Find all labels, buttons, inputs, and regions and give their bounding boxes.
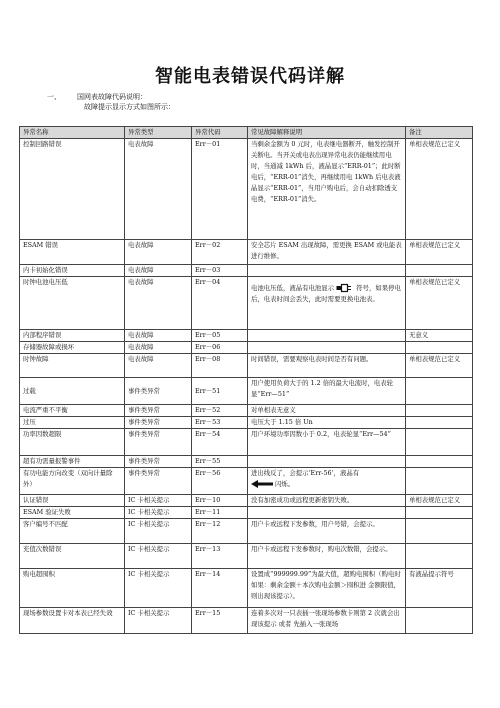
row-type: 电表故障 bbox=[125, 330, 192, 342]
row-description bbox=[248, 507, 406, 519]
row-type: 电表故障 bbox=[125, 354, 192, 378]
row-description: 电压大于 1.15 倍 Un bbox=[248, 417, 406, 429]
row-name: 充值次数错误 bbox=[20, 544, 125, 569]
row-name: 客户编号不匹配 bbox=[20, 519, 125, 544]
table-row bbox=[20, 417, 473, 429]
row-note: 单相表规范已定义 bbox=[406, 139, 473, 240]
row-code: Err－54 bbox=[192, 429, 248, 456]
row-description bbox=[248, 265, 406, 277]
row-name: 功率因数超限 bbox=[20, 429, 125, 456]
row-code: Err－12 bbox=[192, 519, 248, 544]
row-description-part1: 进出线反了，会提示‘Err-56’，液晶有 bbox=[251, 469, 360, 477]
row-code: Err－55 bbox=[192, 456, 248, 468]
row-code: Err－56 bbox=[192, 468, 248, 495]
row-type: 电表故障 bbox=[125, 342, 192, 354]
table-row bbox=[20, 354, 473, 378]
row-type: 事件类异常 bbox=[125, 417, 192, 429]
row-type: 电表故障 bbox=[125, 265, 192, 277]
row-code: Err－52 bbox=[192, 405, 248, 417]
table-row bbox=[20, 378, 473, 405]
table-row bbox=[20, 139, 473, 240]
row-name: 过压 bbox=[20, 417, 125, 429]
header-code: 异常代码 bbox=[192, 127, 248, 139]
table-row bbox=[20, 495, 473, 507]
row-note bbox=[406, 507, 473, 519]
row-code: Err－13 bbox=[192, 544, 248, 569]
row-note bbox=[406, 405, 473, 417]
table-row bbox=[20, 240, 473, 265]
row-note bbox=[406, 342, 473, 354]
table-row bbox=[20, 507, 473, 519]
row-note: 单相表规范已定义 bbox=[406, 277, 473, 330]
table-row bbox=[20, 544, 473, 569]
arrow-left-icon bbox=[251, 480, 273, 488]
row-code: Err－53 bbox=[192, 417, 248, 429]
table-row bbox=[20, 277, 473, 330]
row-description: 连着多次对一只表插一张现场参数卡则第 2 次就会出现该提示 或者 先插入一张现场 bbox=[248, 608, 406, 634]
table-row bbox=[20, 342, 473, 354]
row-name: 控制回路错误 bbox=[20, 139, 125, 240]
row-description bbox=[248, 330, 406, 342]
section-note: 故障提示显示方式如图所示： bbox=[84, 103, 175, 111]
table-row bbox=[20, 569, 473, 608]
table-row bbox=[20, 429, 473, 456]
row-description bbox=[248, 456, 406, 468]
row-note: 有液晶提示符号 bbox=[406, 569, 473, 608]
row-description-part2: 闪烁。 bbox=[275, 480, 295, 488]
row-note bbox=[406, 265, 473, 277]
row-description-part1: 电池电压低，液晶有电池显示 bbox=[251, 284, 335, 292]
row-note bbox=[406, 544, 473, 569]
row-name: 内卡初始化错误 bbox=[20, 265, 125, 277]
row-name: 过载 bbox=[20, 378, 125, 405]
row-code: Err－05 bbox=[192, 330, 248, 342]
row-note bbox=[406, 456, 473, 468]
row-type: 电表故障 bbox=[125, 240, 192, 265]
row-note bbox=[406, 468, 473, 495]
row-note bbox=[406, 519, 473, 544]
row-name: 现场参数设置卡对本表已经失效 bbox=[20, 608, 125, 634]
row-note: 无意义 bbox=[406, 330, 473, 342]
row-code: Err－08 bbox=[192, 354, 248, 378]
row-code: Err－01 bbox=[192, 139, 248, 240]
row-code: Err－06 bbox=[192, 342, 248, 354]
table-row bbox=[20, 608, 473, 634]
row-description: 安全芯片 ESAM 出现故障，需更换 ESAM 或电能表进行维修。 bbox=[248, 240, 406, 265]
row-type: 事件类异常 bbox=[125, 429, 192, 456]
row-type: IC 卡相关提示 bbox=[125, 507, 192, 519]
row-note bbox=[406, 417, 473, 429]
row-name: 时钟电池电压低 bbox=[20, 277, 125, 330]
section-heading bbox=[47, 92, 147, 102]
row-type: IC 卡相关提示 bbox=[125, 495, 192, 507]
row-name: 存储器故障或损坏 bbox=[20, 342, 125, 354]
table-row bbox=[20, 405, 473, 417]
row-name: 购电超囤积 bbox=[20, 569, 125, 608]
table-row bbox=[20, 519, 473, 544]
row-note bbox=[406, 608, 473, 634]
row-description: 没有加密成功或远程更新密钥失败。 bbox=[248, 495, 406, 507]
row-description: 用户使用负荷大于的 1.2 倍的最大电流时，电表轮显“Err—51” bbox=[248, 378, 406, 405]
row-code: Err－03 bbox=[192, 265, 248, 277]
header-note: 备注 bbox=[406, 127, 473, 139]
row-name: 超有功需量报警事件 bbox=[20, 456, 125, 468]
row-type: 电表故障 bbox=[125, 277, 192, 330]
row-note: 单相表规范已定义 bbox=[406, 240, 473, 265]
row-type: IC 卡相关提示 bbox=[125, 519, 192, 544]
row-name: ESAM 错误 bbox=[20, 240, 125, 265]
row-name: 内部程序错误 bbox=[20, 330, 125, 342]
row-description bbox=[248, 468, 406, 495]
row-type: 事件类异常 bbox=[125, 405, 192, 417]
page-title: 智能电表错误代码详解 bbox=[155, 66, 345, 87]
row-name: ESAM 验证失败 bbox=[20, 507, 125, 519]
row-code: Err－02 bbox=[192, 240, 248, 265]
header-name: 异常名称 bbox=[20, 127, 125, 139]
row-description: 设置成“999999.99”为最大值，超购电囤积（购电时如果：剩余金额＋本次购电金额＞囤积进 金额限值，则出现该提示）。 bbox=[248, 569, 406, 608]
row-description: 当剩余金额为 0 元时，电表继电器断开，触发控制开关断电。当开关或电表出现异常电表仍能继续用电时，当通减 1kWh 后，液晶显示“ERR-01”；此时断电后，“ERR-01”消失，再继续用电 1kWh 后电表液晶显示“ERR-01”，当用户购电后，会自动扣除透支电费，“ERR-01”消失。 bbox=[248, 139, 406, 240]
row-description: 用户环境功率因数小于 0.2，电表轮显“Err—54” bbox=[248, 429, 406, 456]
error-code-table bbox=[19, 126, 473, 634]
row-type: 事件类异常 bbox=[125, 456, 192, 468]
row-type: 事件类异常 bbox=[125, 468, 192, 495]
section-title: 国网表故障代码说明： bbox=[77, 93, 147, 101]
row-description bbox=[248, 277, 406, 330]
row-code: Err－04 bbox=[192, 277, 248, 330]
header-type: 异常类型 bbox=[125, 127, 192, 139]
table-row bbox=[20, 330, 473, 342]
row-code: Err－10 bbox=[192, 495, 248, 507]
row-note: 单相表规范已定义 bbox=[406, 354, 473, 378]
row-code: Err－51 bbox=[192, 378, 248, 405]
table-row bbox=[20, 468, 473, 495]
row-type: IC 卡相关提示 bbox=[125, 608, 192, 634]
row-description: 时间错误，需要观察电表时间是否有问题。 bbox=[248, 354, 406, 378]
row-description: 用户卡或远程下发参数，用户号错，会提示。 bbox=[248, 519, 406, 544]
table-row bbox=[20, 456, 473, 468]
row-description bbox=[248, 342, 406, 354]
row-description: 用户卡或远程下发参数时，购电次数错，会提示。 bbox=[248, 544, 406, 569]
header-description: 常见故障解释说明 bbox=[248, 127, 406, 139]
row-type: 电表故障 bbox=[125, 139, 192, 240]
row-name: 有功电能方向改变（双向计量除外） bbox=[20, 468, 125, 495]
section-number: 一、 bbox=[47, 93, 61, 101]
row-note bbox=[406, 429, 473, 456]
row-code: Err－15 bbox=[192, 608, 248, 634]
table-header-row bbox=[20, 127, 473, 139]
row-name: 时钟故障 bbox=[20, 354, 125, 378]
row-type: IC 卡相关提示 bbox=[125, 569, 192, 608]
battery-symbol-icon bbox=[336, 283, 354, 293]
row-type: 事件类异常 bbox=[125, 378, 192, 405]
table-row bbox=[20, 265, 473, 277]
row-note: 单相表规范已定义 bbox=[406, 495, 473, 507]
row-description: 对单相表无意义 bbox=[248, 405, 406, 417]
row-code: Err－14 bbox=[192, 569, 248, 608]
row-code: Err－11 bbox=[192, 507, 248, 519]
row-name: 电流严重不平衡 bbox=[20, 405, 125, 417]
row-type: IC 卡相关提示 bbox=[125, 544, 192, 569]
row-description-part2: 符号，如果停电后，电表时间会丢失，此时需要更换电池表。 bbox=[251, 284, 401, 303]
row-note bbox=[406, 378, 473, 405]
row-name: 认证错误 bbox=[20, 495, 125, 507]
